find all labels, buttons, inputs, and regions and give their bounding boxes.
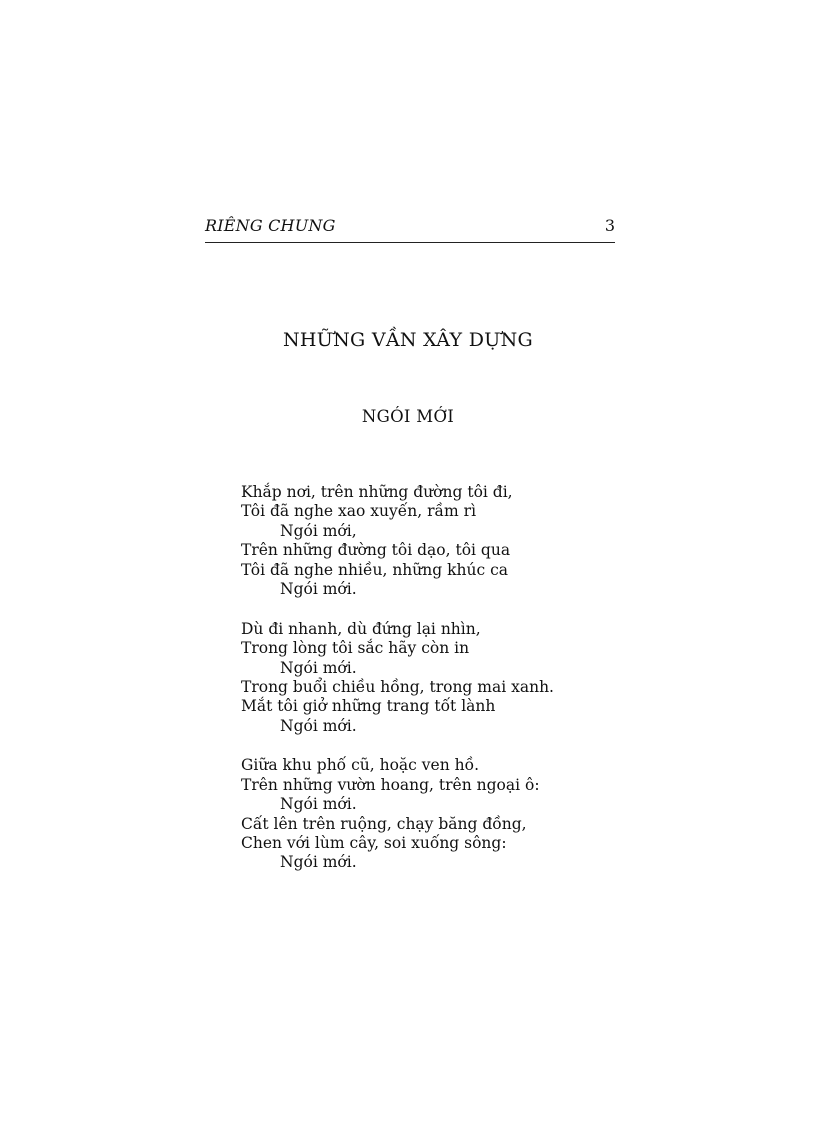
poem-line: Mắt tôi giở những trang tốt lành — [241, 697, 496, 716]
section-title: NHỮNG VẦN XÂY DỰNG — [283, 329, 533, 351]
poem-line: Trong buổi chiều hồng, trong mai xanh. — [241, 677, 554, 696]
poem-refrain: Ngói mới. — [280, 853, 357, 872]
poem-refrain: Ngói mới. — [280, 795, 357, 814]
poem-refrain: Ngói mới. — [280, 716, 357, 735]
poem-line: Tôi đã nghe xao xuyến, rầm rì — [241, 502, 477, 521]
poem-refrain: Ngói mới. — [280, 658, 357, 677]
poem-line: Trên những đường tôi dạo, tôi qua — [241, 541, 511, 560]
stanza-1 — [241, 483, 641, 599]
poem-line: Tôi đã nghe nhiều, những khúc ca — [241, 560, 508, 579]
poem-line: Khắp nơi, trên những đường tôi đi, — [241, 483, 513, 501]
poem-line: Trên những vườn hoang, trên ngoại ô: — [241, 775, 540, 794]
running-header-title: RIÊNG CHUNG — [205, 216, 336, 235]
poem-refrain: Ngói mới, — [280, 521, 357, 540]
running-header — [205, 214, 615, 243]
poem-body — [241, 483, 641, 893]
page-number: 3 — [604, 216, 615, 235]
poem-line: Trong lòng tôi sắc hãy còn in — [241, 639, 470, 658]
poem-line: Cất lên trên ruộng, chạy băng đồng, — [241, 814, 527, 833]
poem-line: Giữa khu phố cũ, hoặc ven hồ. — [241, 756, 480, 775]
poem-title: NGÓI MỚI — [361, 407, 455, 426]
poem-line: Dù đi nhanh, dù đứng lại nhìn, — [241, 619, 481, 638]
stanza-2 — [241, 620, 641, 736]
poem-refrain: Ngói mới. — [280, 579, 357, 598]
poem-line: Chen với lùm cây, soi xuống sông: — [241, 834, 507, 853]
stanza-3 — [241, 756, 641, 872]
